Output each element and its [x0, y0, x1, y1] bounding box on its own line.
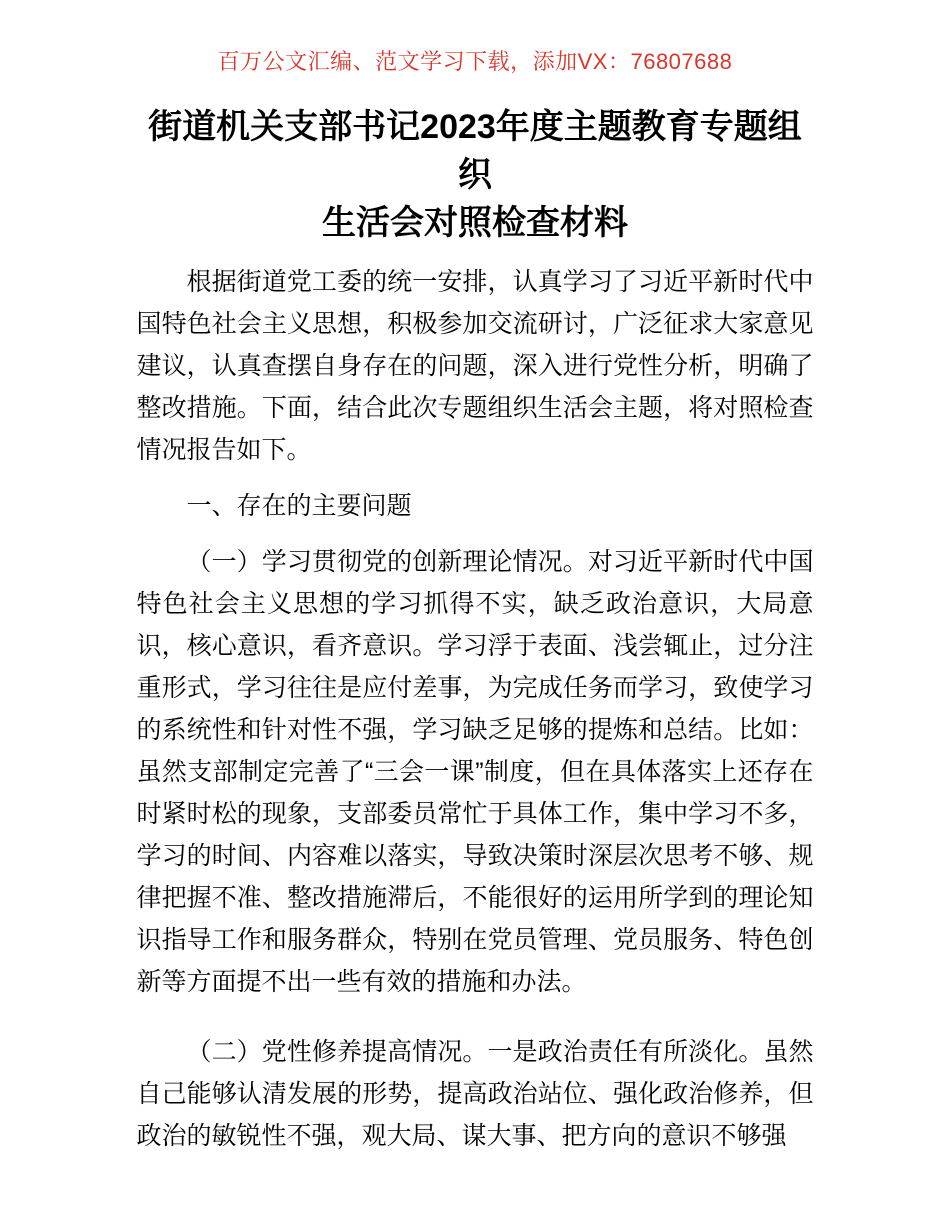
document-page: [137, 103, 814, 1157]
document-title: [137, 103, 814, 247]
promo-notice: 百万公文汇编、范文学习下载，添加VX：76807688: [217, 49, 733, 74]
document-title-line-2: 生活会对照检查材料: [322, 204, 628, 242]
section-heading-main-problems: 一、存在的主要问题: [186, 492, 412, 520]
paragraph-intro: 根据街道党工委的统一安排，认真学习了习近平新时代中国特色社会主义思想，积极参加交流研讨，广泛征求大家意见建议，认真查摆自身存在的问题，深入进行党性分析，明确了整改措施。下面，结合此次专题组织生活会主题，将对照检查情况报告如下。: [136, 268, 814, 464]
paragraph-problem-2: （二）党性修养提高情况。一是政治责任有所淡化。虽然自己能够认清发展的形势，提高政治站位、强化政治修养，但政治的敏锐性不强，观大局、谋大事、把方向的意识不够强: [136, 1038, 814, 1150]
document-title-line-1: 街道机关支部书记2023年度主题教育专题组织: [148, 108, 802, 194]
paragraph-problem-1: （一）学习贯彻党的创新理论情况。对习近平新时代中国特色社会主义思想的学习抓得不实，缺乏政治意识，大局意识，核心意识，看齐意识。学习浮于表面、浅尝辄止，过分注重形式，学习往往是应付差事，为完成任务而学习，致使学习的系统性和针对性不强，学习缺乏足够的提炼和总结。比如：虽然支部制定完善了“三会一课”制度，但在具体落实上还存在时紧时松的现象，支部委员常忙于具体工作，集中学习不多，学习的时间、内容难以落实，导致决策时深层次思考不够、规律把握不准、整改措施滞后，不能很好的运用所学到的理论知识指导工作和服务群众，特别在党员管理、党员服务、特色创新等方面提不出一些有效的措施和办法。: [136, 548, 814, 996]
